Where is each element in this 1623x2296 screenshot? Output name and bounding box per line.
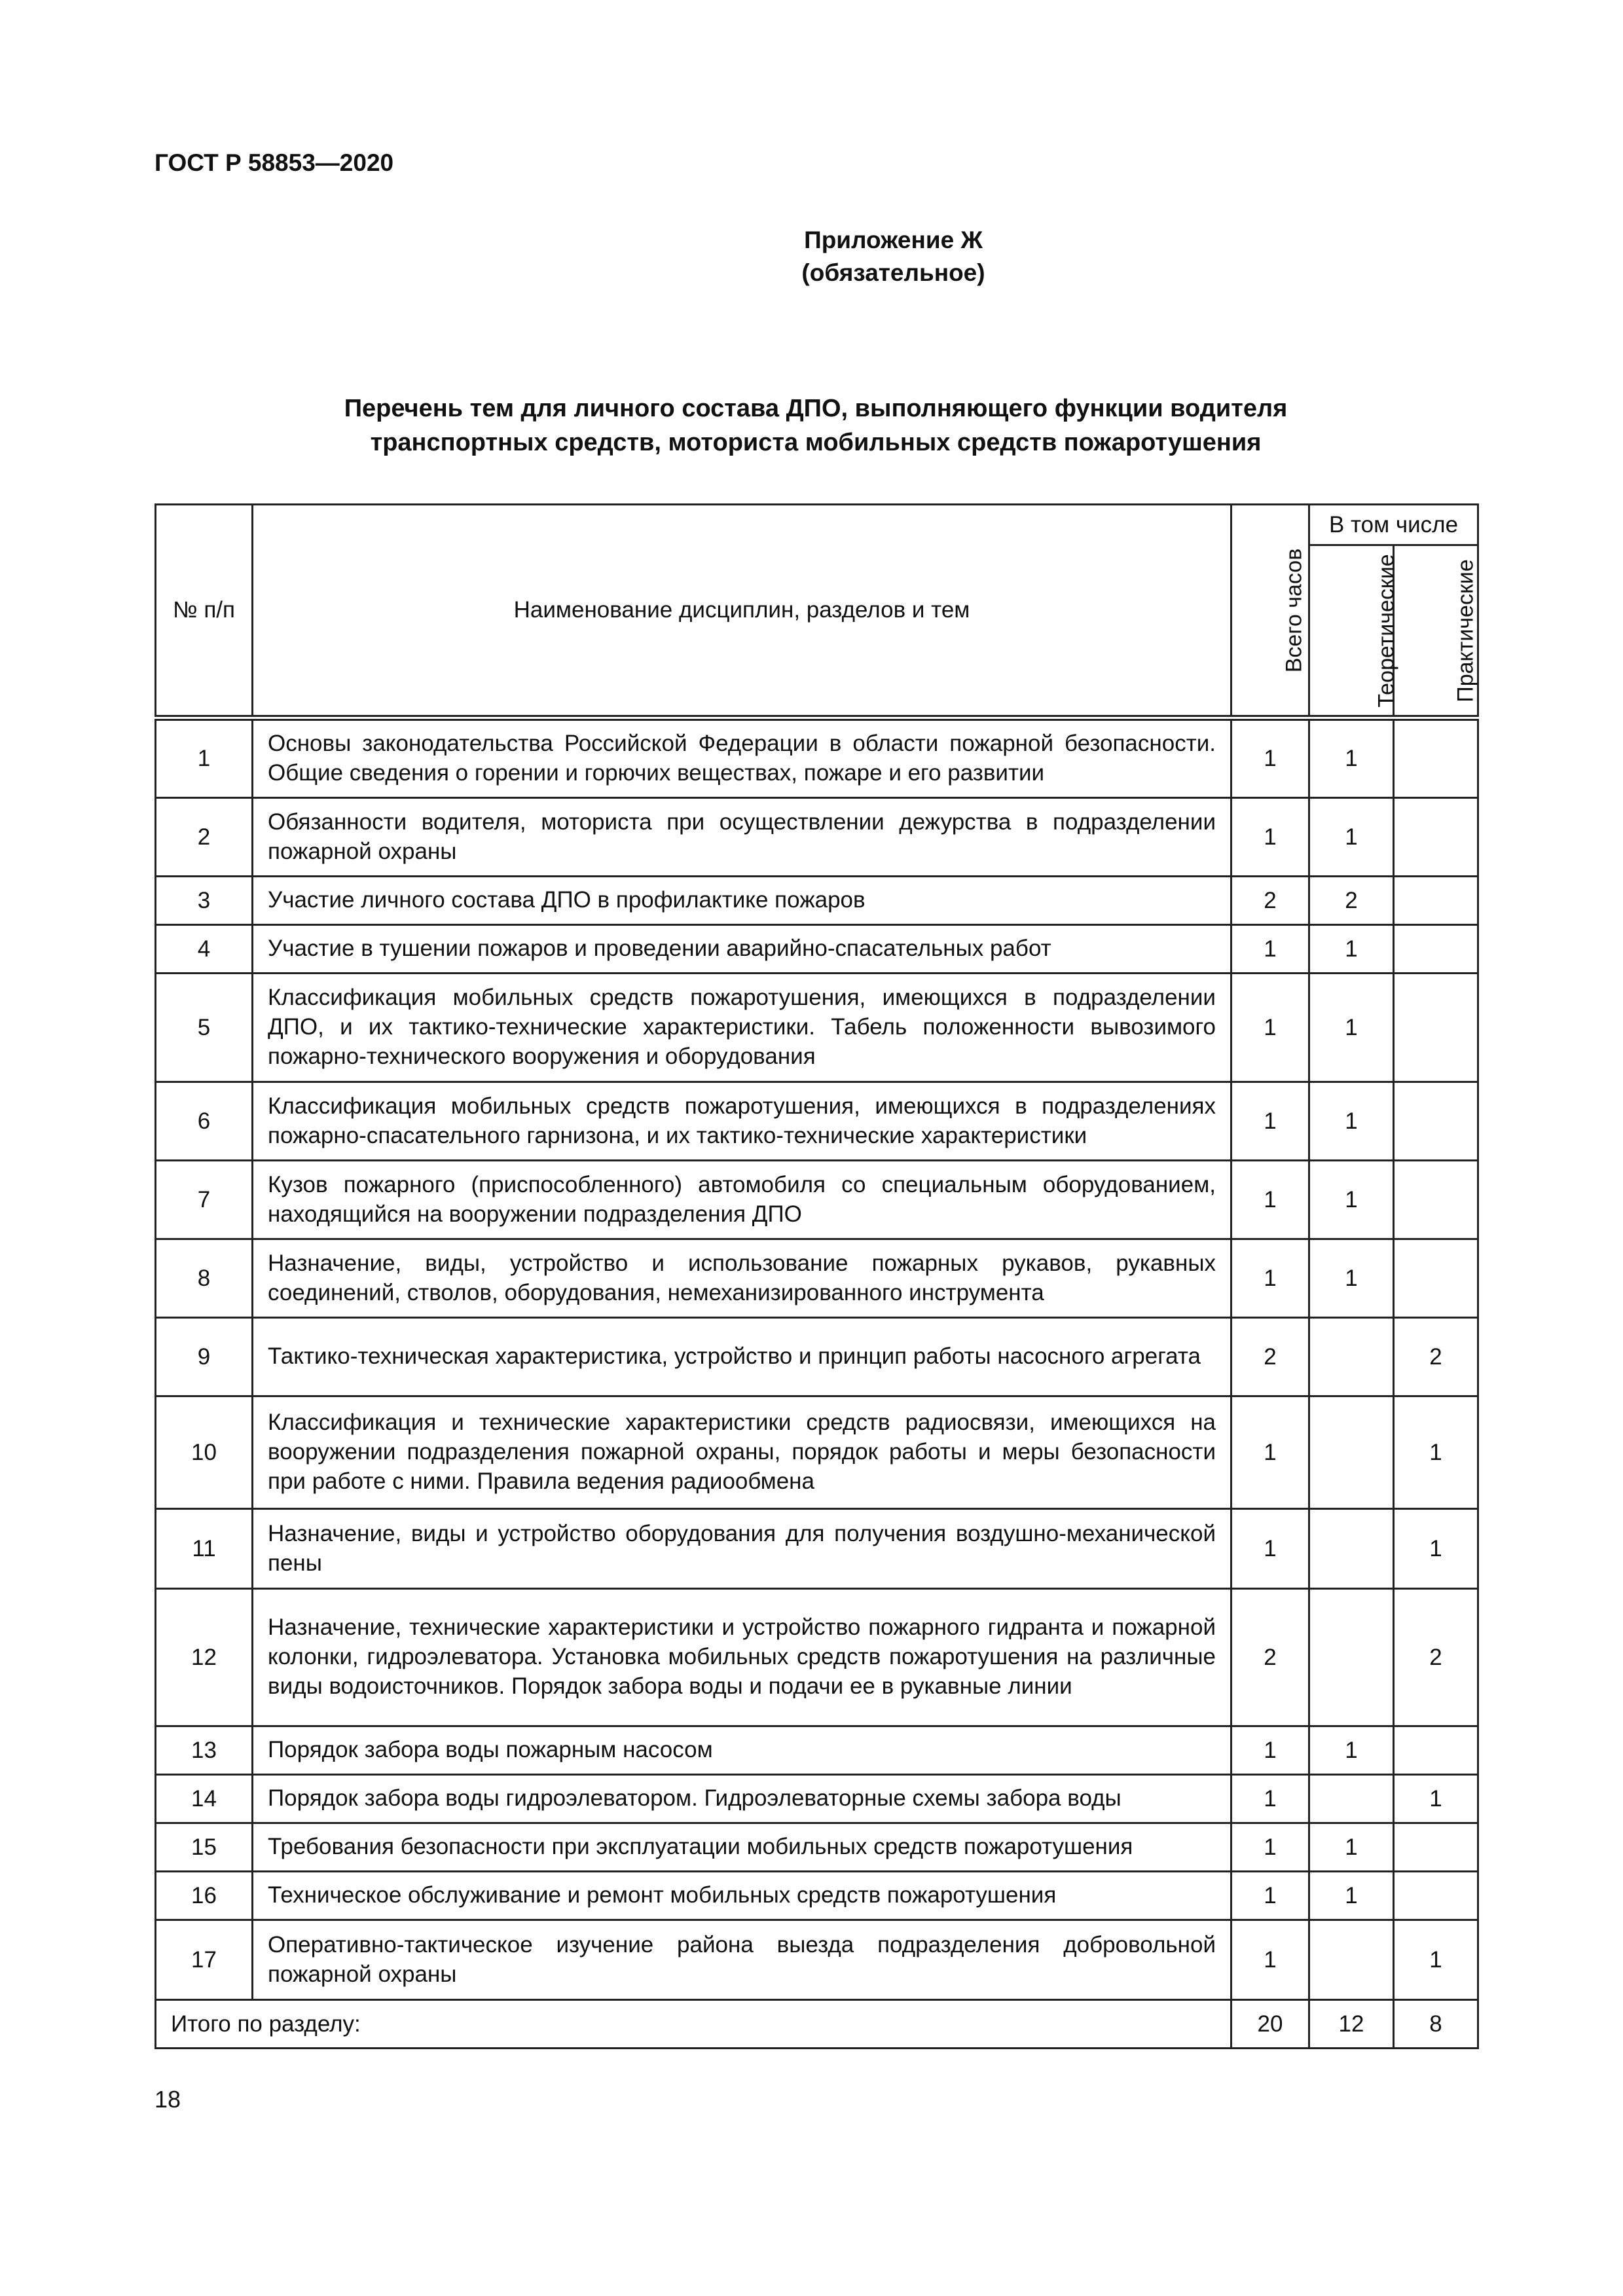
total-hours: 20 bbox=[1231, 2000, 1309, 2049]
row-num: 1 bbox=[156, 718, 253, 798]
row-name: Тактико-техническая характеристика, устройство и принцип работы насосного агрегата bbox=[253, 1318, 1231, 1396]
total-label: Итого по разделу: bbox=[156, 2000, 1231, 2049]
row-name: Классификация мобильных средств пожаротушения, имеющихся в подразделении ДПО, и их тактико-технические характеристики. Табель положенности вывозимого пожарно-технического вооружения и оборудования bbox=[253, 974, 1231, 1082]
header-num: № п/п bbox=[156, 505, 253, 718]
page-number: 18 bbox=[155, 2086, 181, 2113]
row-name: Требования безопасности при эксплуатации мобильных средств пожаротушения bbox=[253, 1823, 1231, 1872]
row-total: 1 bbox=[1231, 798, 1309, 877]
row-theory: 1 bbox=[1309, 1082, 1394, 1161]
table-title-line-1: Перечень тем для личного состава ДПО, выполняющего функции водителя bbox=[344, 395, 1288, 422]
table-row bbox=[156, 1509, 1478, 1589]
total-theory: 12 bbox=[1309, 2000, 1394, 2049]
row-name: Обязанности водителя, моториста при осуществлении дежурства в подразделении пожарной охраны bbox=[253, 798, 1231, 877]
row-num: 8 bbox=[156, 1239, 253, 1318]
row-num: 7 bbox=[156, 1161, 253, 1239]
row-num: 4 bbox=[156, 925, 253, 974]
row-practice bbox=[1394, 1823, 1478, 1872]
table-row bbox=[156, 1775, 1478, 1823]
row-name: Основы законодательства Российской Федерации в области пожарной безопасности. Общие сведения о горении и горючих веществах, пожаре и его развитии bbox=[253, 718, 1231, 798]
row-theory: 1 bbox=[1309, 925, 1394, 974]
table-row bbox=[156, 1872, 1478, 1920]
row-total: 2 bbox=[1231, 877, 1309, 925]
row-theory: 1 bbox=[1309, 1726, 1394, 1775]
row-num: 17 bbox=[156, 1920, 253, 2000]
row-name: Порядок забора воды гидроэлеватором. Гидроэлеваторные схемы забора воды bbox=[253, 1775, 1231, 1823]
row-practice: 1 bbox=[1394, 1396, 1478, 1509]
annex-title: Приложение Ж bbox=[804, 227, 983, 253]
table-row bbox=[156, 1823, 1478, 1872]
header-practice bbox=[1394, 545, 1478, 718]
row-practice bbox=[1394, 1726, 1478, 1775]
row-practice bbox=[1394, 974, 1478, 1082]
table-row bbox=[156, 798, 1478, 877]
row-total: 1 bbox=[1231, 1396, 1309, 1509]
row-practice bbox=[1394, 1239, 1478, 1318]
row-name: Назначение, виды, устройство и использование пожарных рукавов, рукавных соединений, стволов, оборудования, немеханизированного инструмента bbox=[253, 1239, 1231, 1318]
table-row bbox=[156, 877, 1478, 925]
table-row bbox=[156, 925, 1478, 974]
table-row bbox=[156, 1239, 1478, 1318]
row-num: 11 bbox=[156, 1509, 253, 1589]
row-name: Оперативно-тактическое изучение района выезда подразделения добровольной пожарной охраны bbox=[253, 1920, 1231, 2000]
row-total: 1 bbox=[1231, 1872, 1309, 1920]
row-name: Кузов пожарного (приспособленного) автомобиля со специальным оборудованием, находящийся на вооружении подразделения ДПО bbox=[253, 1161, 1231, 1239]
row-practice: 2 bbox=[1394, 1589, 1478, 1726]
row-total: 1 bbox=[1231, 1509, 1309, 1589]
row-num: 14 bbox=[156, 1775, 253, 1823]
table-row bbox=[156, 718, 1478, 798]
row-total: 2 bbox=[1231, 1589, 1309, 1726]
total-row bbox=[156, 2000, 1478, 2049]
row-theory bbox=[1309, 1775, 1394, 1823]
table-row bbox=[156, 1318, 1478, 1396]
row-theory: 1 bbox=[1309, 974, 1394, 1082]
row-total: 1 bbox=[1231, 1775, 1309, 1823]
row-practice bbox=[1394, 1872, 1478, 1920]
row-theory: 1 bbox=[1309, 1239, 1394, 1318]
row-num: 5 bbox=[156, 974, 253, 1082]
row-theory bbox=[1309, 1318, 1394, 1396]
row-practice bbox=[1394, 1082, 1478, 1161]
table-row bbox=[156, 974, 1478, 1082]
row-practice bbox=[1394, 718, 1478, 798]
row-num: 10 bbox=[156, 1396, 253, 1509]
row-theory: 1 bbox=[1309, 798, 1394, 877]
row-theory bbox=[1309, 1920, 1394, 2000]
row-total: 1 bbox=[1231, 974, 1309, 1082]
row-theory: 1 bbox=[1309, 1872, 1394, 1920]
table-row bbox=[156, 1161, 1478, 1239]
header-including: В том числе bbox=[1309, 505, 1478, 545]
row-num: 15 bbox=[156, 1823, 253, 1872]
row-num: 6 bbox=[156, 1082, 253, 1161]
row-name: Участие личного состава ДПО в профилактике пожаров bbox=[253, 877, 1231, 925]
row-num: 2 bbox=[156, 798, 253, 877]
topics-table bbox=[155, 503, 1479, 2049]
annex-status: (обязательное) bbox=[801, 259, 985, 286]
row-theory bbox=[1309, 1589, 1394, 1726]
table-row bbox=[156, 1082, 1478, 1161]
row-theory: 1 bbox=[1309, 1161, 1394, 1239]
table-title bbox=[155, 392, 1477, 460]
header-total bbox=[1231, 505, 1309, 718]
row-num: 12 bbox=[156, 1589, 253, 1726]
total-practice: 8 bbox=[1394, 2000, 1478, 2049]
row-num: 3 bbox=[156, 877, 253, 925]
header-name: Наименование дисциплин, разделов и тем bbox=[253, 505, 1231, 718]
row-name: Порядок забора воды пожарным насосом bbox=[253, 1726, 1231, 1775]
row-theory bbox=[1309, 1509, 1394, 1589]
row-theory: 1 bbox=[1309, 1823, 1394, 1872]
row-practice bbox=[1394, 798, 1478, 877]
row-total: 1 bbox=[1231, 1239, 1309, 1318]
row-name: Классификация и технические характеристики средств радиосвязи, имеющихся на вооружении подразделения пожарной охраны, порядок работы и меры безопасности при работе с ними. Правила ведения радиообмена bbox=[253, 1396, 1231, 1509]
annex-heading bbox=[0, 224, 1623, 289]
table-title-line-2: транспортных средств, моториста мобильных средств пожаротушения bbox=[370, 429, 1262, 456]
row-total: 1 bbox=[1231, 1823, 1309, 1872]
row-num: 9 bbox=[156, 1318, 253, 1396]
table-row bbox=[156, 1589, 1478, 1726]
table-row bbox=[156, 1920, 1478, 2000]
row-theory: 2 bbox=[1309, 877, 1394, 925]
row-practice bbox=[1394, 877, 1478, 925]
row-practice: 1 bbox=[1394, 1920, 1478, 2000]
row-name: Назначение, виды и устройство оборудования для получения воздушно-механической пены bbox=[253, 1509, 1231, 1589]
header-practice-label: Практические bbox=[1453, 559, 1478, 702]
row-practice: 2 bbox=[1394, 1318, 1478, 1396]
row-total: 2 bbox=[1231, 1318, 1309, 1396]
row-total: 1 bbox=[1231, 718, 1309, 798]
row-name: Назначение, технические характеристики и устройство пожарного гидранта и пожарной колонки, гидроэлеватора. Установка мобильных средств пожаротушения на различные виды водоисточников. Порядок забора воды и подачи ее в рукавные линии bbox=[253, 1589, 1231, 1726]
row-name: Техническое обслуживание и ремонт мобильных средств пожаротушения bbox=[253, 1872, 1231, 1920]
row-theory: 1 bbox=[1309, 718, 1394, 798]
row-total: 1 bbox=[1231, 1726, 1309, 1775]
table-row bbox=[156, 1726, 1478, 1775]
row-total: 1 bbox=[1231, 1920, 1309, 2000]
header-theory-label: Теоретические bbox=[1374, 554, 1399, 708]
row-total: 1 bbox=[1231, 1161, 1309, 1239]
table-body bbox=[156, 718, 1478, 2049]
row-num: 16 bbox=[156, 1872, 253, 1920]
row-num: 13 bbox=[156, 1726, 253, 1775]
document-code: ГОСТ Р 58853—2020 bbox=[155, 149, 394, 176]
table-row bbox=[156, 1396, 1478, 1509]
header-theory bbox=[1309, 545, 1399, 718]
row-theory bbox=[1309, 1396, 1394, 1509]
row-name: Классификация мобильных средств пожаротушения, имеющихся в подразделениях пожарно-спасательного гарнизона, и их тактико-технические характеристики bbox=[253, 1082, 1231, 1161]
row-practice: 1 bbox=[1394, 1775, 1478, 1823]
row-practice: 1 bbox=[1394, 1509, 1478, 1589]
row-name: Участие в тушении пожаров и проведении аварийно-спасательных работ bbox=[253, 925, 1231, 974]
row-practice bbox=[1394, 1161, 1478, 1239]
row-total: 1 bbox=[1231, 925, 1309, 974]
header-total-label: Всего часов bbox=[1281, 548, 1307, 673]
row-practice bbox=[1394, 925, 1478, 974]
row-total: 1 bbox=[1231, 1082, 1309, 1161]
